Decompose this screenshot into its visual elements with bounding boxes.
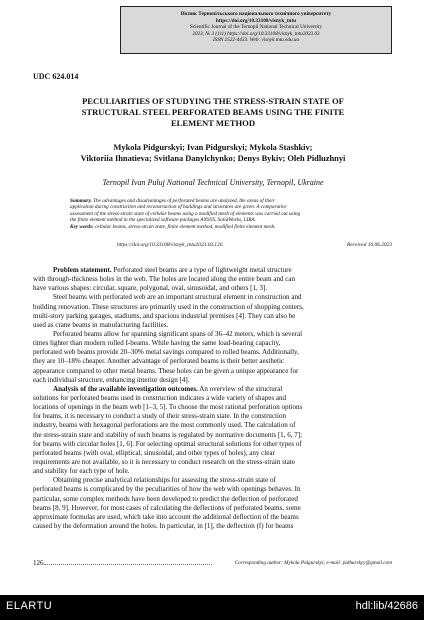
body-line <box>33 385 393 394</box>
body-line <box>33 513 393 522</box>
body-line <box>33 275 393 284</box>
body-line-text: particular, some complex methods have been developed to predict the deflection of perforated <box>33 494 298 503</box>
body-line <box>33 476 393 485</box>
body-line <box>33 321 393 330</box>
repository-name: ELARTU <box>6 600 53 612</box>
body-line <box>33 495 393 504</box>
body-line-text: and stability for each type of hole. <box>33 467 130 476</box>
body-line-text: An overview of the structural <box>197 384 283 393</box>
body-line-text: for beams with circular holes [1, 6]. For selecting optimal structural solutions for other types of <box>33 439 302 448</box>
body-line <box>33 312 393 321</box>
body-line-text: perforated beams is complicated by the peculiarities of how the web with openings behaves. In <box>33 485 301 494</box>
abstract-line: the finite element method in the specialized software packages ANSYS, SolidWorks, LIRA. <box>70 217 256 224</box>
body-line <box>33 412 393 421</box>
body-line-text: they are 10–18% cheaper. Another advantage of perforated beams is their better aesthetic <box>33 357 285 366</box>
article-doi[interactable]: https://doi.org/10.33108/visnyk_tntu2023.03.126 <box>117 242 223 248</box>
body-line <box>33 403 393 412</box>
body-line <box>33 367 393 376</box>
body-line <box>33 440 393 449</box>
footer-divider <box>44 561 212 565</box>
body-line <box>33 467 393 476</box>
body-line-text: Perforated steel beams are a type of lightweight metal structure <box>111 266 292 274</box>
title-line: ELEMENT METHOD <box>170 118 256 128</box>
author-list <box>33 142 393 164</box>
body-line <box>33 266 393 275</box>
abstract-label: Summary. <box>70 198 92 204</box>
abstract-line: application during construction and reconstruction of buildings and structures are given. A comparative <box>70 204 287 211</box>
abstract <box>70 198 358 230</box>
body-line-text: Obtaining precise analytical relationships for assessing the stress-strain state of <box>53 476 276 485</box>
abstract-line: assessment of the stress-strain state of cellular beams using a modified mesh of elements was carried out using <box>70 210 301 217</box>
body-line <box>33 357 393 366</box>
keywords-label: Key words: <box>70 223 94 230</box>
body-line-text: Steel beams with perforated web are an important structural element in construction and <box>53 293 302 302</box>
body-line-text: caused by the deformation around the holes. In particular, in [1], the deflection (f) for beams <box>33 521 294 530</box>
body-line-text: appearance compared to other metal beams. These holes can be given a unique appearance for <box>33 366 299 375</box>
title-line: STRUCTURAL STEEL PERFORATED BEAMS USING THE FINITE <box>81 107 345 117</box>
body-line-text: multi-story parking garages, stadiums, and spacious industrial premises [4]. They can also be <box>33 311 296 320</box>
body-line <box>33 293 393 302</box>
journal-issn[interactable]: ISSN 2522-4433. Web: visnyk.tntu.edu.ua <box>212 37 300 44</box>
journal-header-box <box>120 6 392 54</box>
body-line-text: beams [8, 9]. However, for most cases of calculating the deflections of perforated beams, some <box>33 503 301 512</box>
body-line-text: requirements are not available, so it is necessary to conduct research on the stress-strain state <box>33 457 296 466</box>
affiliation: Ternopil Ivan Puluj National Technical University, Ternopil, Ukraine <box>102 178 324 187</box>
body-text <box>33 266 393 531</box>
section-heading: Analysis of the available investigation outcomes. <box>53 384 198 393</box>
body-line <box>33 449 393 458</box>
body-line <box>33 458 393 467</box>
body-line-text: used as crane beams in manufacturing facilities. <box>33 320 169 329</box>
udc-code: UDC 624.014 <box>33 72 79 81</box>
body-line-text: locations of openings in the beam web [1–3, 5]. To choose the most rational perforation options <box>33 403 303 412</box>
body-line-text: approximate formulas are used, which take into account the additional deflection of the beams <box>33 512 299 521</box>
repository-bar <box>0 595 424 620</box>
body-line <box>33 504 393 513</box>
body-line-text: Perforated beams allow for spanning significant spans of 36–42 meters, which is several <box>53 329 303 338</box>
body-line <box>33 431 393 440</box>
body-line-text: have various shapes: circular, square, polygonal, oval, sinusoidal, and others [1, 3]. <box>33 284 268 293</box>
handle-id[interactable]: hdl:lib/42686 <box>355 600 418 612</box>
section-heading: Problem statement. <box>53 266 112 274</box>
received-date: Received 10.06.2023 <box>346 242 392 248</box>
body-line <box>33 376 393 385</box>
body-line-text: industry, beams with hexagonal perforations are the most commonly used. The calculation of <box>33 421 296 430</box>
abstract-line: The advantages and disadvantages of perforated beams are analyzed, the areas of their <box>93 198 275 204</box>
journal-name-en: Scientific Journal of the Ternopil National Technical University <box>189 24 323 31</box>
body-line <box>33 485 393 494</box>
body-line <box>33 522 393 531</box>
authors-line: Mykola Pidgurskyi; Ivan Pidgurskyi; Mykola Stashkiv; <box>113 143 313 152</box>
journal-doi-link[interactable]: https://doi.org/10.33108/visnyk_tntu <box>215 17 297 24</box>
body-line-text: each individual structure, enhancing interior design [4]. <box>33 375 190 384</box>
body-line-text: perforated beams (with oval, elliptical, sinusoidal, and other types of holes), any clear <box>33 448 275 457</box>
body-line-text: times lighter than modern rolled I-beams. While having the same load-bearing capacity, <box>33 339 281 348</box>
body-line <box>33 330 393 339</box>
page-number: 126 <box>33 559 44 567</box>
keywords: cellular beams, stress-strain state, finite element method, modified finite element mesh. <box>95 223 276 230</box>
body-line-text: solutions for perforated beams used in construction indicates a wide variety of shapes and <box>33 393 287 402</box>
body-line <box>33 348 393 357</box>
body-line-text: the stress-strain state and stability of such beams is regulated by normative documents [1, 6, 7]; <box>33 430 303 439</box>
body-line <box>33 284 393 293</box>
corresponding-author: Corresponding author: Mykola Pidgurskyi; e-mail: pidhurskyy@gmail.com <box>234 560 392 566</box>
body-line-text: building renovation. These structures are primarily used in the construction of shopping centers, <box>33 302 304 311</box>
journal-issue[interactable]: 2023, № 3 (111) https://doi.org/10.33108/visnyk_tntu2023.03 <box>192 30 320 37</box>
body-line-text: with through-thickness holes in the web. The holes are located along the entire beam and can <box>33 275 296 284</box>
body-line <box>33 339 393 348</box>
body-line <box>33 394 393 403</box>
body-line-text: perforated web beams provide 20–30% metal savings compared to rolled beams. Additionally, <box>33 348 299 357</box>
paper-title <box>33 96 393 129</box>
journal-name-uk: Вісник Тернопільського національного технічного університету <box>180 11 332 17</box>
body-line-text: for beams, it is necessary to conduct a study of their stress-strain state. In the construction <box>33 412 287 421</box>
body-line <box>33 421 393 430</box>
body-line <box>33 303 393 312</box>
title-line: PECULIARITIES OF STUDYING THE STRESS-STRAIN STATE OF <box>82 96 344 106</box>
authors-line: Viktoriia Ihnatieva; Svitlana Danylchynko; Denys Bykiv; Oleh Pidluzhnyi <box>80 154 346 163</box>
